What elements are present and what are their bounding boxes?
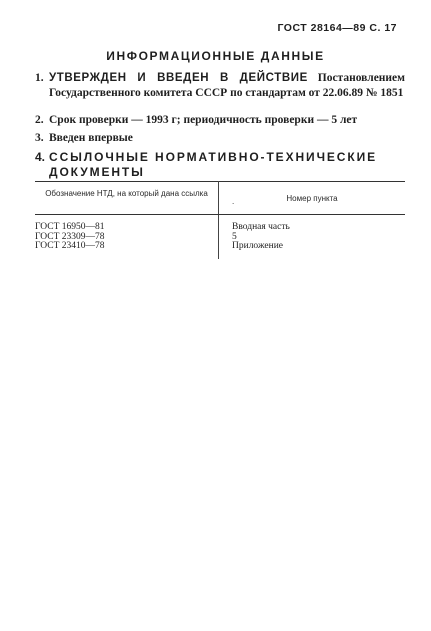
table-cell-clause: Приложение [232,241,283,251]
table-top-rule [35,181,405,182]
page-header-standard: ГОСТ 28164—89 С. 17 [277,22,397,34]
item-number: 4. [35,150,46,164]
table-header-ntd: Обозначение НТД, на который дана ссылка [45,189,208,198]
info-item-4 [35,150,407,180]
table-cell-clause: Вводная часть [232,222,290,232]
info-item-2 [35,113,405,128]
info-item-1 [35,71,405,101]
table-cell-ntd: ГОСТ 23410—78 [35,241,105,251]
item-text: ССЫЛОЧНЫЕ НОРМАТИВНО-ТЕХНИЧЕСКИЕ ДОКУМЕНТЫ [49,150,378,179]
item-number: 1. [35,72,44,84]
item-number: 3. [35,132,44,144]
item-number: 2. [35,114,44,126]
table-cell-ntd: ГОСТ 16950—81 [35,222,105,232]
table-header-rule [35,214,405,215]
table-body [35,223,405,252]
item-text: Срок проверки — 1993 г; периодичность проверки — 5 лет [49,114,358,126]
info-item-3 [35,131,405,146]
table-row [35,242,405,252]
table-header-clause: Номер пункта [286,194,338,203]
item-text: Введен впервые [49,132,133,144]
table-header-mark: . [232,197,235,206]
table-cell-ntd: ГОСТ 23309—78 [35,231,105,242]
section-title: ИНФОРМАЦИОННЫЕ ДАННЫЕ [106,49,325,63]
item-text [49,71,405,101]
item-body-text: Постановлением Государственного комитета СССР по стандартам от 22.06.89 № 1851 [49,72,405,99]
table-cell-clause: 5 [232,231,237,242]
item-caps-text: УТВЕРЖДЕН И ВВЕДЕН В ДЕЙСТВИЕ [49,72,308,84]
